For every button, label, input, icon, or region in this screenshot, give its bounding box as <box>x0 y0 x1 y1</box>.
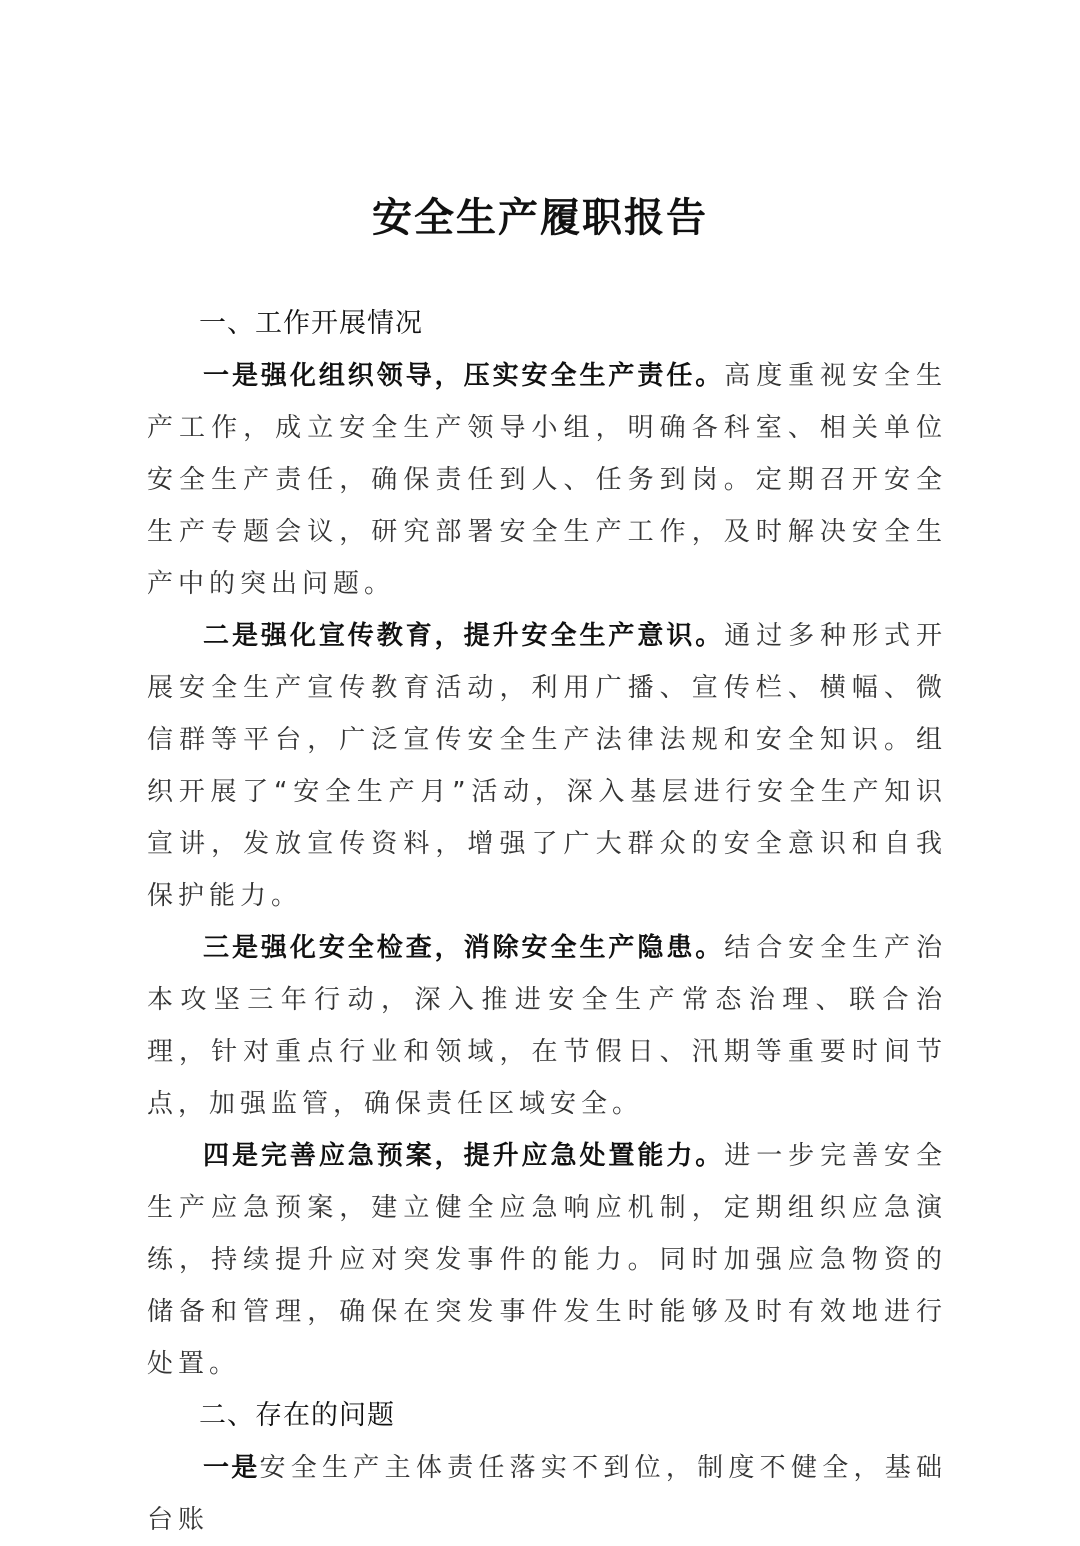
section-heading-problems: 二、存在的问题 <box>199 1400 395 1431</box>
paragraph-lead: 一是强化组织领导，压实安全生产责任。 <box>203 361 725 391</box>
document-title: 安全生产履职报告 <box>372 194 708 241</box>
paragraph-problem-1 <box>147 1442 947 1546</box>
paragraph-text: 高度重视安全生产工作，成立安全生产领导小组，明确各科室、相关单位安全生产责任，确保责任到人、任务到岗。定期召开安全生产专题会议，研究部署安全生产工作，及时解决安全生产中的突出问题。 <box>147 361 947 599</box>
paragraph-text: 通过多种形式开展安全生产宣传教育活动，利用广播、宣传栏、横幅、微信群等平台，广泛宣传安全生产法律法规和安全知识。组织开展了“安全生产月”活动，深入基层进行安全生产知识宣讲，发放宣传资料，增强了广大群众的安全意识和自我保护能力。 <box>147 621 947 911</box>
paragraph-lead: 四是完善应急预案，提升应急处置能力。 <box>203 1141 725 1171</box>
paragraph-lead: 三是强化安全检查，消除安全生产隐患。 <box>203 933 725 963</box>
section-heading-work: 一、工作开展情况 <box>199 308 423 339</box>
paragraph-lead: 二是强化宣传教育，提升安全生产意识。 <box>203 621 725 651</box>
paragraph-publicity <box>147 610 947 922</box>
paragraph-text: 进一步完善安全生产应急预案，建立健全应急响应机制，定期组织应急演练，持续提升应对突发事件的能力。同时加强应急物资的储备和管理，确保在突发事件发生时能够及时有效地进行处置。 <box>147 1141 947 1379</box>
paragraph-inspection <box>147 922 947 1130</box>
paragraph-text: 安全生产主体责任落实不到位，制度不健全，基础台账 <box>147 1453 947 1535</box>
paragraph-lead: 一是 <box>203 1453 260 1483</box>
document-body <box>147 298 947 1546</box>
paragraph-organization <box>147 350 947 610</box>
paragraph-emergency <box>147 1130 947 1390</box>
paragraph-text: 结合安全生产治本攻坚三年行动，深入推进安全生产常态治理、联合治理，针对重点行业和领域，在节假日、汛期等重要时间节点，加强监管，确保责任区域安全。 <box>147 933 947 1119</box>
